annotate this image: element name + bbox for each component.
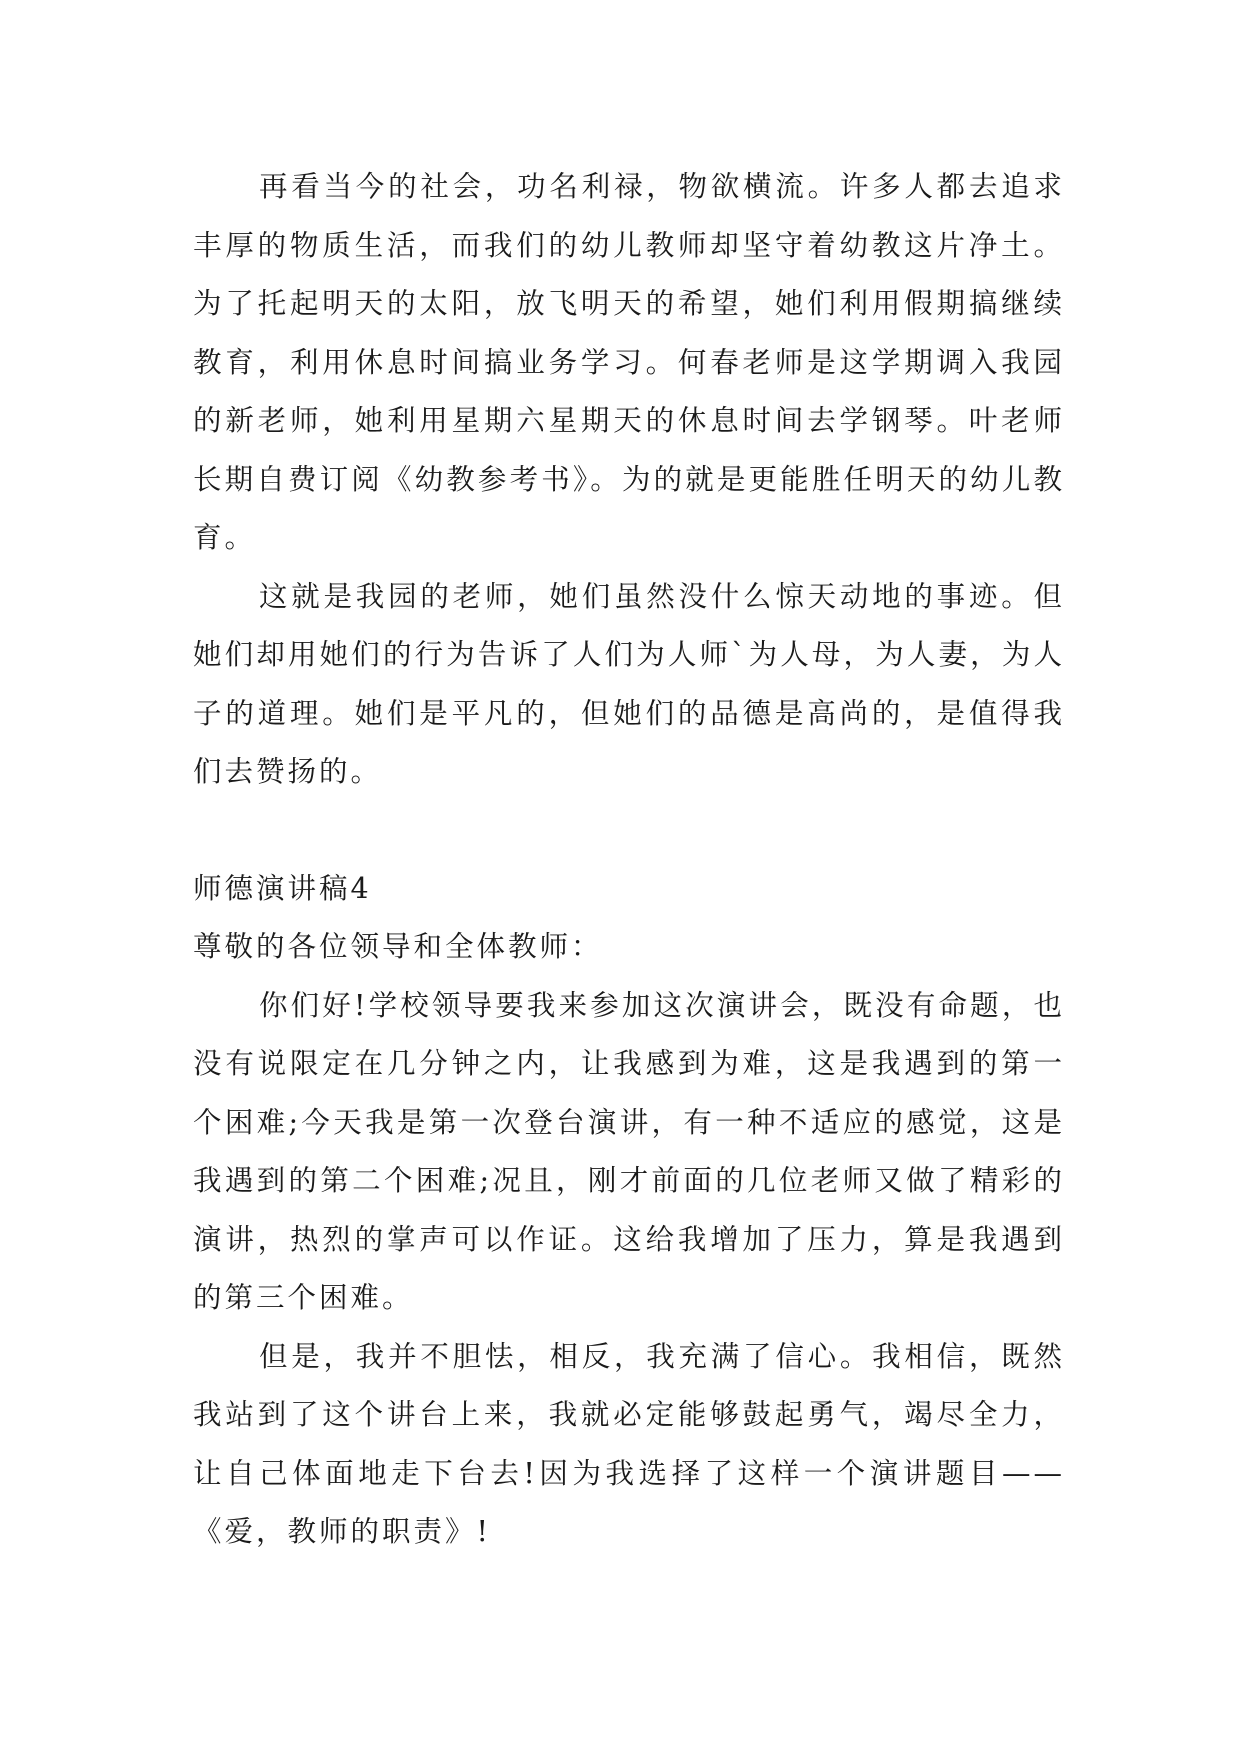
document-body (193, 158, 1065, 1562)
body-paragraph: 你们好!学校领导要我来参加这次演讲会，既没有命题，也没有说限定在几分钟之内，让我感到为难，这是我遇到的第一个困难;今天我是第一次登台演讲，有一种不适应的感觉，这是我遇到的第二个困难;况且，刚才前面的几位老师又做了精彩的演讲，热烈的掌声可以作证。这给我增加了压力，算是我遇到的第三个困难。 (193, 988, 1065, 1314)
section-title: 师德演讲稿4 (193, 871, 372, 905)
body-paragraph: 这就是我园的老师，她们虽然没什么惊天动地的事迹。但她们却用她们的行为告诉了人们为人师`为人母，为人妻，为人子的道理。她们是平凡的，但她们的品德是高尚的，是值得我们去赞扬的。 (193, 579, 1065, 788)
body-paragraph: 再看当今的社会，功名利禄，物欲横流。许多人都去追求丰厚的物质生活，而我们的幼儿教师却坚守着幼教这片净土。为了托起明天的太阳，放飞明天的希望，她们利用假期搞继续教育，利用休息时间搞业务学习。何春老师是这学期调入我园的新老师，她利用星期六星期天的休息时间去学钢琴。叶老师长期自费订阅《幼教参考书》。为的就是更能胜任明天的幼儿教育。 (193, 170, 1065, 554)
salutation: 尊敬的各位领导和全体教师： (193, 930, 603, 963)
body-paragraph: 但是，我并不胆怯，相反，我充满了信心。我相信，既然我站到了这个讲台上来，我就必定能够鼓起勇气，竭尽全力，让自己体面地走下台去!因为我选择了这样一个演讲题目——《爱，教师的职责》! (193, 1339, 1065, 1548)
paragraph-spacer (193, 802, 1065, 860)
